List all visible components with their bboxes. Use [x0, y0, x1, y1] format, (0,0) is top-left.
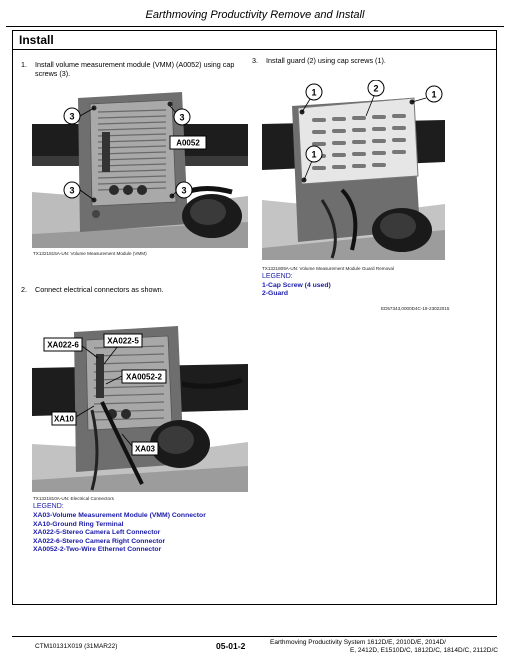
svg-text:1: 1	[431, 89, 437, 100]
legend-item: XA03-Volume Measurement Module (VMM) Connector	[33, 512, 206, 519]
footer-product-line: E, 2412D, E1510D/C, 1812D/C, 1814D/C, 2112D/C	[349, 647, 498, 654]
step-text: Connect electrical connectors as shown.	[35, 285, 164, 294]
svg-text:XA022-6: XA022-6	[47, 340, 79, 350]
step-text: Install guard (2) using cap screws (1).	[266, 56, 386, 65]
step-number: 2.	[21, 285, 27, 294]
legend-item: XA0052-2-Two-Wire Ethernet Connector	[33, 546, 162, 553]
section-heading: Install	[19, 33, 54, 47]
svg-text:3: 3	[179, 112, 185, 123]
svg-text:3: 3	[181, 185, 187, 196]
header-rule	[6, 26, 504, 27]
legend-title: LEGEND:	[33, 503, 64, 510]
footer-product-line: Earthmoving Productivity System 1612D/E, 2010D/E, 2014D/	[270, 639, 446, 646]
svg-text:XA0052-2: XA0052-2	[125, 372, 163, 382]
step-number: 1.	[21, 60, 27, 69]
svg-text:A0052: A0052	[176, 138, 200, 148]
svg-text:2: 2	[373, 83, 379, 94]
step-text: Install volume measurement module (VMM) (A0052) using cap screws (3).	[35, 60, 235, 78]
legend-item: XA022-5-Stereo Camera Left Connector	[33, 529, 161, 536]
svg-text:1: 1	[311, 87, 317, 98]
figure-caption: TX1321810A-UN: Electrical Connectors	[33, 496, 114, 501]
legend-item: 2-Guard	[262, 290, 289, 297]
svg-text:XA03: XA03	[134, 444, 156, 454]
footer-rule	[12, 636, 497, 637]
figure-caption: TX1321815A-UN: Volume Measurement Module (VMM)	[33, 251, 147, 256]
legend-item: XA022-6-Stereo Camera Right Connector	[33, 537, 166, 545]
footer-doc-id: CTM10131X019 (31MAR22)	[35, 643, 118, 650]
reference-code: ED57343,0000D4C-19-23022015	[381, 306, 450, 311]
figure-caption: TX1321809A-UN: Volume Measurement Module Guard Removal	[262, 266, 395, 271]
svg-text:3: 3	[69, 111, 75, 122]
legend-title: LEGEND:	[262, 273, 293, 280]
step-number: 3.	[252, 56, 258, 65]
document-title: Earthmoving Productivity Remove and Install	[145, 9, 365, 21]
callout-a0052	[170, 136, 206, 149]
vmm-install-figure	[32, 84, 248, 248]
legend-item: 1-Cap Screw (4 used)	[262, 282, 331, 289]
svg-text:XA022-5: XA022-5	[107, 336, 139, 346]
guard-install-figure	[262, 80, 445, 260]
footer-page-number: 05-01-2	[216, 641, 246, 651]
svg-text:XA10: XA10	[53, 414, 75, 424]
svg-text:1: 1	[311, 149, 317, 160]
electrical-connectors-figure	[32, 314, 248, 492]
footer-product-list	[270, 639, 498, 655]
svg-text:3: 3	[69, 185, 75, 196]
legend-item: XA10-Ground Ring Terminal	[33, 520, 124, 528]
section-heading-bar	[12, 30, 497, 50]
